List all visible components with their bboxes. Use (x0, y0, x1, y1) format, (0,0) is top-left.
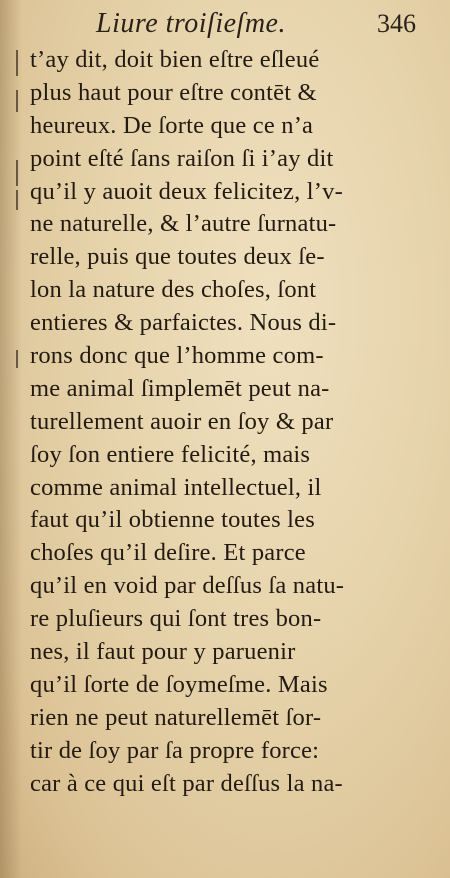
text-line: heureux. De ſorte que ce n’a (30, 111, 314, 139)
body-text (30, 44, 408, 800)
text-line: rien ne peut naturellemēt ſor- (30, 703, 322, 731)
text-line: tir de ſoy par ſa propre force: (30, 736, 320, 764)
page-number: 346 (377, 9, 416, 38)
text-line: faut qu’il obtienne toutes les (30, 506, 315, 534)
text-line: plus haut pour eſtre contēt & (30, 78, 317, 106)
text-line: lon la nature des choſes, ſont (30, 276, 317, 304)
text-line: car à ce qui eſt par deſſus la na- (30, 769, 343, 797)
margin-marks (16, 50, 20, 380)
text-line: ſoy ſon entiere felicité, mais (30, 440, 311, 468)
text-line: point eſté ſans raiſon ſi i’ay dit (30, 144, 334, 172)
text-line: rons donc que l’homme com- (30, 342, 324, 370)
text-line: qu’il ſorte de ſoymeſme. Mais (30, 670, 328, 698)
text-line: qu’il en void par deſſus ſa natu- (30, 572, 345, 600)
text-line: nes, il faut pour y paruenir (30, 638, 296, 666)
text-line: me animal ſimplemēt peut na- (30, 374, 330, 402)
text-line: t’ay dit, doit bien eſtre eſleué (30, 46, 320, 73)
text-line: qu’il y auoit deux felicitez, l’v- (30, 177, 343, 205)
text-line: choſes qu’il deſire. Et parce (30, 539, 306, 567)
text-line: comme animal intellectuel, il (30, 473, 322, 501)
text-line: turellement auoir en ſoy & par (30, 407, 334, 435)
text-line: ne naturelle, & l’autre ſurnatu- (30, 210, 337, 238)
text-line: relle, puis que toutes deux ſe- (30, 243, 325, 271)
text-line: re pluſieurs qui ſont tres bon- (30, 605, 322, 633)
running-head (96, 6, 416, 42)
running-head-title: Liure troiſieſme. (96, 8, 286, 39)
text-line: entieres & parfaictes. Nous di- (30, 309, 337, 337)
